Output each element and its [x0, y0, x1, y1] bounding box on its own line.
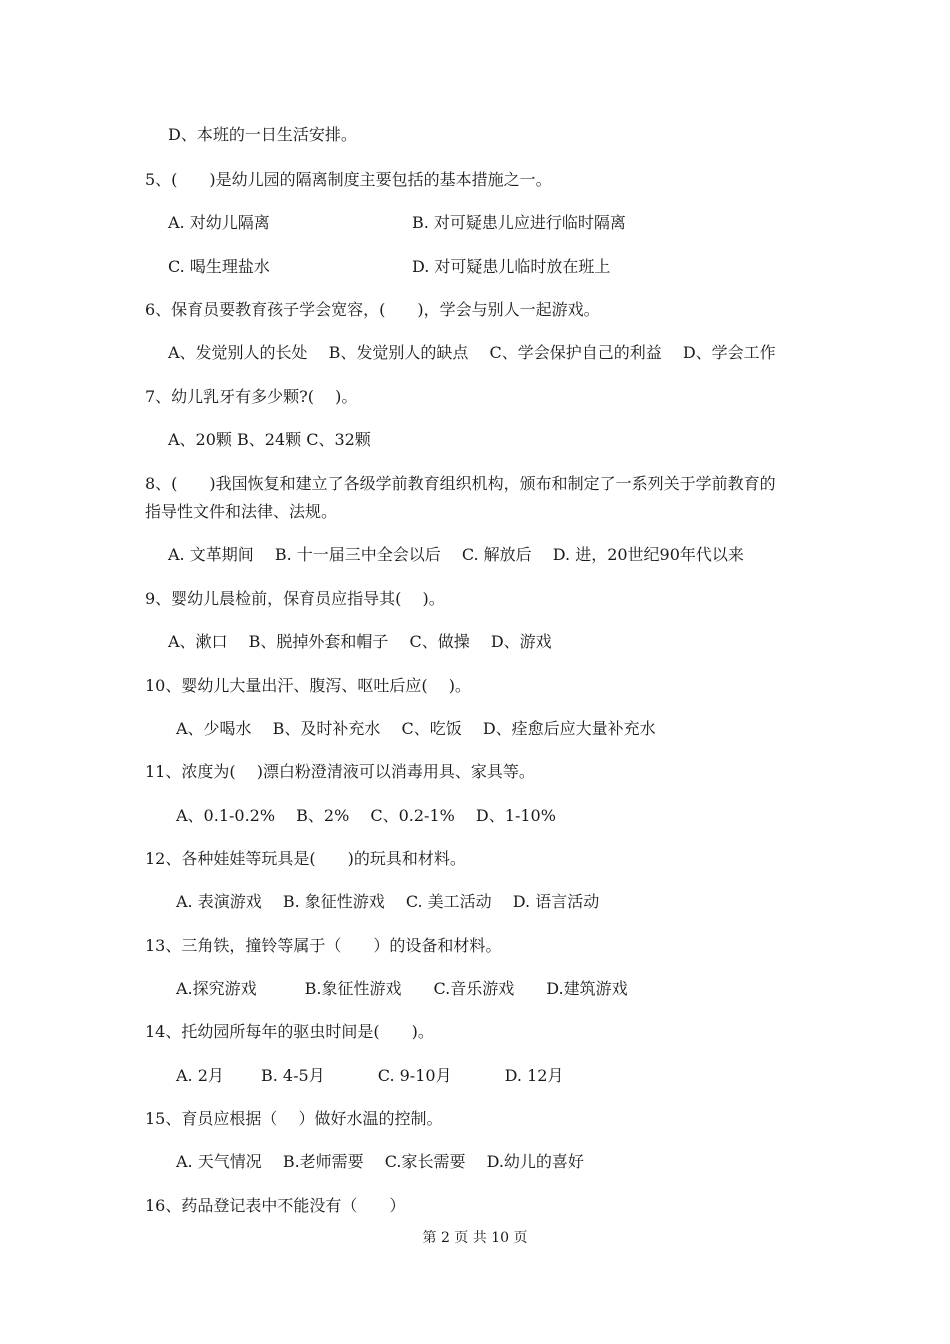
question-6: 6、保育员要教育孩子学会宽容，( )，学会与别人一起游戏。	[145, 300, 600, 319]
options-9: A、漱口 B、脱掉外套和帽子 C、做操 D、游戏	[168, 632, 552, 651]
question-15: 15、育员应根据（ ）做好水温的控制。	[145, 1109, 443, 1128]
option-5a: A. 对幼儿隔离	[168, 213, 270, 232]
options-8: A. 文革期间 B. 十一届三中全会以后 C. 解放后 D. 进，20世纪90年代以来	[168, 545, 744, 564]
options-13: A.探究游戏 B.象征性游戏 C.音乐游戏 D.建筑游戏	[176, 979, 628, 998]
options-12: A. 表演游戏 B. 象征性游戏 C. 美工活动 D. 语言活动	[176, 892, 600, 911]
options-6: A、发觉别人的长处 B、发觉别人的缺点 C、学会保护自己的利益 D、学会工作	[168, 343, 776, 362]
options-10: A、少喝水 B、及时补充水 C、吃饭 D、痊愈后应大量补充水	[176, 719, 656, 738]
option-5d: D. 对可疑患儿临时放在班上	[412, 257, 611, 276]
question-14: 14、托幼园所每年的驱虫时间是( )。	[145, 1022, 434, 1041]
question-10: 10、婴幼儿大量出汗、腹泻、呕吐后应( )。	[145, 676, 471, 695]
options-11: A、0.1-0.2% B、2% C、0.2-1% D、1-10%	[176, 806, 556, 825]
question-8: 8、( )我国恢复和建立了各级学前教育组织机构，颁布和制定了一系列关于学前教育的	[145, 474, 776, 493]
question-11: 11、浓度为( )漂白粉澄清液可以消毒用具、家具等。	[145, 762, 535, 781]
question-16: 16、药品登记表中不能没有（ ）	[145, 1196, 406, 1215]
options-7: A、20颗 B、24颗 C、32颗	[168, 430, 371, 449]
options-14: A. 2月 B. 4-5月 C. 9-10月 D. 12月	[176, 1066, 564, 1085]
question-9: 9、婴幼儿晨检前，保育员应指导其( )。	[145, 589, 445, 608]
option-5c: C. 喝生理盐水	[168, 257, 270, 276]
question-8-cont: 指导性文件和法律、法规。	[145, 502, 338, 521]
question-12: 12、各种娃娃等玩具是( )的玩具和材料。	[145, 849, 466, 868]
question-5: 5、( )是幼儿园的隔离制度主要包括的基本措施之一。	[145, 170, 552, 189]
line-d-option: D、本班的一日生活安排。	[168, 125, 357, 144]
question-7: 7、幼儿乳牙有多少颗?( )。	[145, 387, 358, 406]
question-13: 13、三角铁，撞铃等属于（ ）的设备和材料。	[145, 936, 502, 955]
page-footer: 第 2 页 共 10 页	[422, 1230, 528, 1246]
options-15: A. 天气情况 B.老师需要 C.家长需要 D.幼儿的喜好	[176, 1152, 584, 1171]
option-5b: B. 对可疑患儿应进行临时隔离	[412, 213, 626, 232]
